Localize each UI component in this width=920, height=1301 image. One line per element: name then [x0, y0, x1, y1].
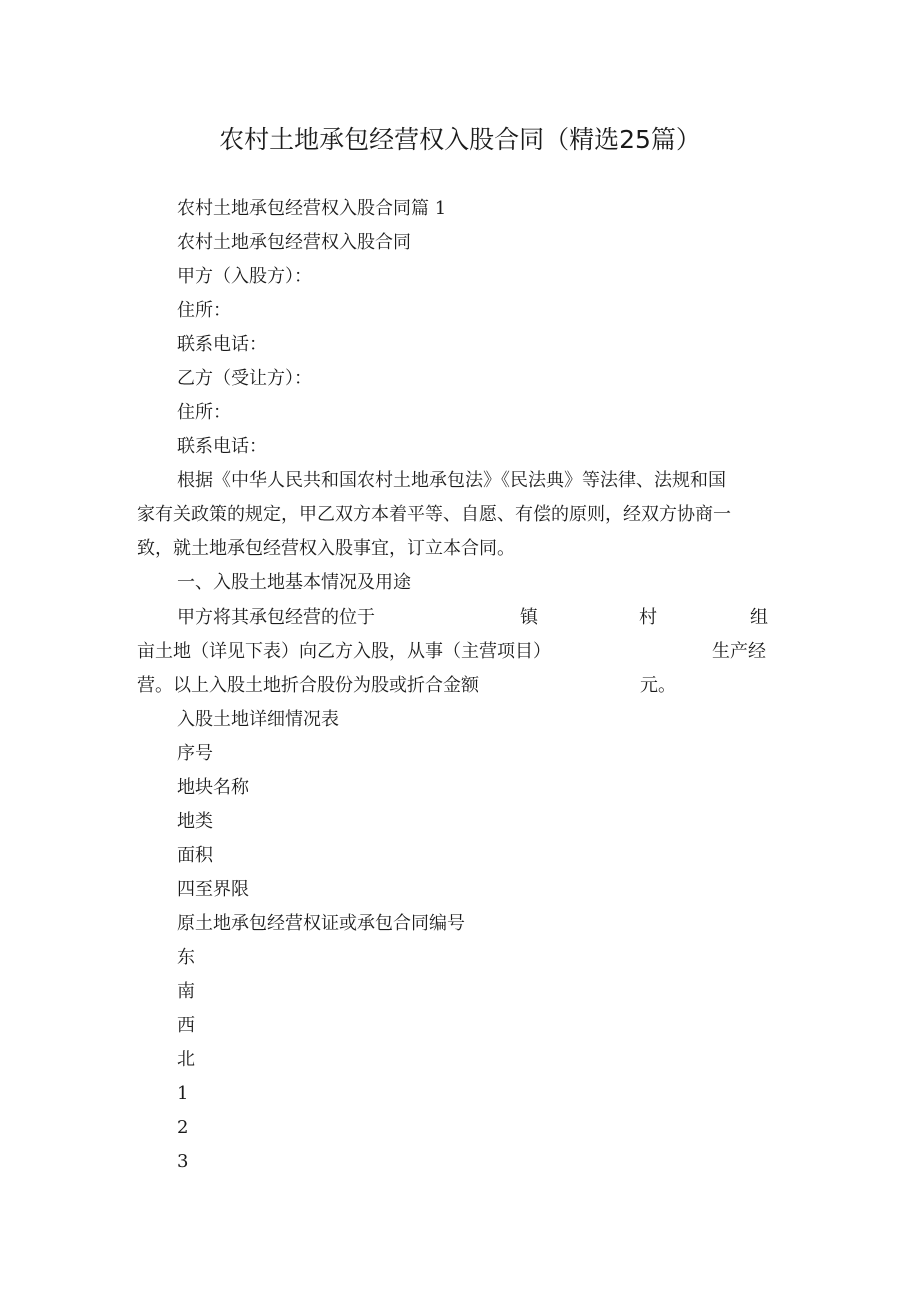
table-field: 2 [177, 1117, 189, 1138]
party-b-label: 乙方（受让方）： [177, 368, 312, 389]
clause-one-line1-start: 甲方将其承包经营的位于 [177, 607, 375, 628]
contract-name: 农村土地承包经营权入股合同 [177, 232, 411, 253]
party-b-address-label: 住所： [177, 402, 231, 423]
table-field: 原土地承包经营权证或承包合同编号 [177, 913, 465, 934]
clause-one-line3-end: 元。 [640, 675, 676, 696]
clause-one-line2-start: 亩土地（详见下表）向乙方入股，从事（主营项目） [137, 641, 551, 662]
table-field: 地类 [177, 811, 213, 832]
clause-one-line3-start: 营。以上入股土地折合股份为股或折合金额 [137, 675, 479, 696]
table-field: 1 [177, 1083, 189, 1104]
table-field: 3 [177, 1151, 189, 1172]
table-field: 地块名称 [177, 777, 249, 798]
clause-one-heading: 一、入股土地基本情况及用途 [177, 572, 411, 593]
party-b-phone-label: 联系电话： [177, 436, 267, 457]
preamble-line-2: 家有关政策的规定，甲乙双方本着平等、自愿、有偿的原则，经双方协商一 [137, 504, 731, 525]
preamble-line-3: 致，就土地承包经营权入股事宜，订立本合同。 [137, 538, 515, 559]
table-field: 北 [177, 1049, 195, 1070]
table-field: 序号 [177, 743, 213, 764]
table-field: 四至界限 [177, 879, 249, 900]
document-title: 农村土地承包经营权入股合同（精选25篇） [219, 125, 701, 154]
table-field: 西 [177, 1015, 195, 1036]
table-field: 东 [177, 947, 195, 968]
section-heading: 农村土地承包经营权入股合同篇 1 [177, 198, 447, 219]
clause-one-village: 村 [639, 607, 657, 628]
clause-one-group: 组 [750, 607, 768, 628]
party-a-phone-label: 联系电话： [177, 334, 267, 355]
clause-one-town: 镇 [520, 607, 538, 628]
preamble-line-1: 根据《中华人民共和国农村土地承包法》《民法典》等法律、法规和国 [177, 470, 726, 491]
clause-one-line2-end: 生产经 [712, 641, 766, 662]
table-field: 南 [177, 981, 195, 1002]
party-a-label: 甲方（入股方）： [177, 266, 312, 287]
table-field: 面积 [177, 845, 213, 866]
party-a-address-label: 住所： [177, 300, 231, 321]
table-title: 入股土地详细情况表 [177, 709, 339, 730]
